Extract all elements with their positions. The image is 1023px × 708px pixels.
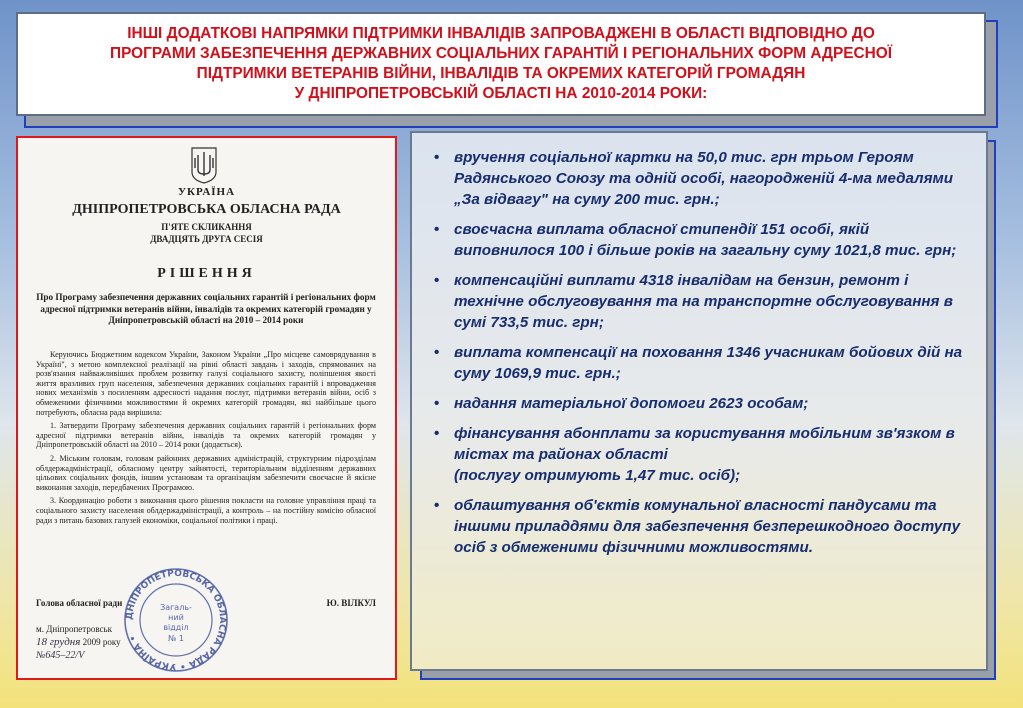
list-item-text: облаштування об'єктів комунальної власності пандусами та іншими приладдями для забезпечення безперешкодного доступу осіб з обмеженими фізичними можливостями.	[454, 497, 961, 556]
list-item	[432, 342, 968, 384]
seal-ring-text: ДНІПРОПЕТРОВСЬКА ОБЛАСНА РАДА • УКРАЇНА •	[124, 568, 228, 672]
list-item	[432, 393, 968, 414]
bullet-icon: •	[434, 395, 440, 412]
list-item	[432, 495, 968, 558]
doc-signature-title: Голова обласної ради	[36, 598, 123, 608]
doc-date	[36, 636, 121, 648]
doc-decision-title: РІШЕННЯ	[157, 266, 256, 281]
doc-paragraph: 1. Затвердити Програму забезпечення державних соціальних гарантій і регіональних форм адресної підтримки ветеранів війни, інвалідів та окремих категорій громадян у Дніпропетровській області на 2010 – 2014 роки (додається).	[36, 421, 376, 450]
list-item	[432, 147, 968, 210]
bullet-icon: •	[434, 272, 440, 289]
seal-center-line: № 1	[168, 634, 184, 643]
bullet-icon: •	[434, 221, 440, 238]
support-list	[412, 133, 986, 558]
doc-subject: Про Програму забезпечення державних соціальних гарантій і регіональних форм адресної підтримки ветеранів війни, інвалідів та окремих категорій громадян у Дніпропетровській області на 2010 – 2014 роки	[36, 292, 376, 325]
list-item-text: компенсаційні виплати 4318 інвалідам на бензин, ремонт і технічне обслуговування та на транспортне обслуговування в сумі 733,5 тис. грн;	[454, 272, 953, 331]
title-box	[16, 12, 986, 116]
list-item	[432, 219, 968, 261]
seal-center-line: ний	[168, 613, 184, 622]
doc-paragraph: 3. Координацію роботи з виконання цього рішення покласти на головне управління праці та соціального захисту населення облдержадміністрації, а контроль – на постійну комісію обласної ради з питань базових галузей економіки, соціальної політики і праці.	[36, 496, 376, 525]
trident-emblem-icon	[189, 146, 219, 184]
list-item-text: виплата компенсації на поховання 1346 учасникам бойових дій на суму 1069,9 тис. грн.;	[454, 344, 963, 382]
bullet-icon: •	[434, 344, 440, 361]
list-item-text: своєчасна виплата обласної стипендії 151 особі, якій виповнилося 100 і більше років на загальну суму 1021,8 тис. грн;	[454, 221, 957, 259]
doc-convocation: П'ЯТЕ СКЛИКАННЯ	[161, 222, 252, 232]
doc-council: ДНІПРОПЕТРОВСЬКА ОБЛАСНА РАДА	[72, 202, 341, 217]
seal-center-line: Загаль-	[160, 603, 192, 612]
doc-country: УКРАЇНА	[177, 186, 236, 198]
seal-center-line: відділ	[163, 623, 189, 632]
slide-title: ІНШІ ДОДАТКОВІ НАПРЯМКИ ПІДТРИМКИ ІНВАЛІДІВ ЗАПРОВАДЖЕНІ В ОБЛАСТІ ВІДПОВІДНО ДО ПРОГРАМИ ЗАБЕЗПЕЧЕННЯ ДЕРЖАВНИХ СОЦІАЛЬНИХ ГАРАНТІЙ І РЕГІОНАЛЬНИХ ФОРМ АДРЕСНОЇ ПІДТРИМКИ ВЕТЕРАНІВ ВІЙНИ, ІНВАЛІДІВ ТА ОКРЕМИХ КАТЕГОРІЙ ГРОМАДЯН У ДНІПРОПЕТРОВСЬКІЙ ОБЛАСТІ НА 2010-2014 РОКИ:	[110, 25, 892, 102]
list-item-text: фінансування абонплати за користування мобільним зв'язком в містах та районах області (послугу отримують 1,47 тис. осіб);	[454, 425, 955, 484]
doc-place: м. Дніпропетровськ	[36, 624, 112, 634]
list-item	[432, 270, 968, 333]
seal-stamp-icon	[122, 566, 230, 674]
doc-signature-name: Ю. ВІЛКУЛ	[326, 598, 376, 608]
list-item-text: надання матеріальної допомоги 2623 особам;	[454, 395, 809, 412]
doc-number: №645–22/V	[36, 650, 85, 661]
bullet-icon: •	[434, 149, 440, 166]
bullet-icon: •	[434, 425, 440, 442]
bullet-icon: •	[434, 497, 440, 514]
support-list-panel	[410, 131, 988, 671]
doc-body	[36, 350, 376, 529]
doc-date-day: 18 грудня	[36, 636, 81, 648]
list-item-text: вручення соціальної картки на 50,0 тис. грн трьом Героям Радянського Союзу та одній особі, нагородженій 4-ма медалями „За відвагу" на суму 200 тис. грн.;	[454, 149, 954, 208]
doc-paragraph: 2. Міським головам, головам районних державних адміністрацій, структурним підрозділам облдержадміністрації, обласному центру зайнятості, територіальним відділенням державних цільових соціальних фондів, іншим установам та організаціям забезпечити своєчасне й якісне виконання заходів, передбачених Програмою.	[36, 453, 376, 492]
doc-paragraph: Керуючись Бюджетним кодексом України, Законом України „Про місцеве самоврядування в Україні", з метою комплексної реалізації на рівні області завдань і заходів, спрямованих на розв'язання найважливіших проблем розвитку галузі соціального захисту, поліпшення якості життя вразливих груп населення, забезпечення державних соціальних гарантій і впровадження нових механізмів з посиленням адресності надання послуг, підтримки ветеранів війни, осіб з обмеженими фізичними можливостями й окремих категорій громадян, які найбільше цього потребують, обласна рада вирішила:	[36, 350, 376, 417]
doc-date-year: 2009 року	[82, 637, 121, 647]
doc-session: ДВАДЦЯТЬ ДРУГА СЕСІЯ	[150, 234, 263, 244]
list-item	[432, 423, 968, 486]
document-image	[16, 136, 397, 680]
